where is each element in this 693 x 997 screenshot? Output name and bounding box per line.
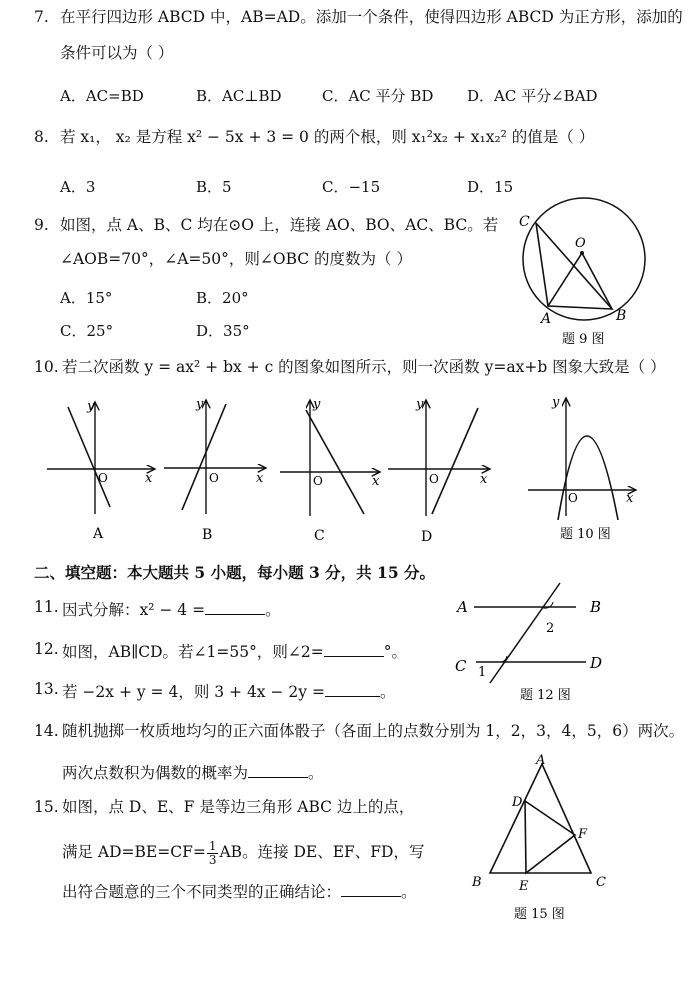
q11-answer-blank[interactable] (205, 600, 265, 615)
q15-label-e: E (519, 879, 529, 894)
q15-line2-a: 满足 AD=BE=CF= (62, 843, 206, 862)
q10-c-origin: O (313, 474, 323, 488)
q12-number: 12. (34, 640, 59, 658)
q8-option-a: A．3 (60, 178, 96, 196)
q15-fraction (207, 840, 219, 866)
q10-figures (30, 392, 670, 552)
q10-parabola-figure (528, 395, 636, 542)
q7-number: 7. (34, 8, 49, 26)
q9-label-a: A (541, 311, 552, 327)
q14-text: 两次点数积为偶数的概率为 (62, 764, 249, 782)
q12-label-2: 2 (546, 621, 555, 636)
q11-text: 因式分解：x² − 4 = (62, 601, 206, 619)
q12-angle-1-arc (502, 656, 507, 662)
q7-stem-line2: 条件可以为（ ） (60, 44, 174, 62)
q10-p-x-label: x (626, 491, 634, 506)
q15-figure (462, 752, 622, 927)
q12-label-b: B (590, 598, 602, 616)
q10-label-d: D (421, 529, 433, 545)
q15-label-c: C (596, 875, 606, 890)
q14-stem-line1: 随机抛掷一枚质地均匀的正六面体骰子（各面上的点数分别为 1，2，3，4，5，6）两次。 (62, 722, 685, 740)
q10-graph-b (164, 397, 266, 543)
q15-line2-b: AB。连接 DE、EF、FD，写 (219, 843, 425, 862)
q12-label-1: 1 (478, 665, 487, 680)
q10-stem: 若二次函数 y = ax² + bx + c 的图象如图所示，则一次函数 y=ax+b 图象大致是（ ） (62, 358, 666, 376)
q7-option-c: C．AC 平分 BD (322, 87, 434, 105)
q13-answer-blank[interactable] (325, 682, 380, 697)
q12-stem (62, 642, 407, 661)
q10-c-y-label: y (313, 397, 321, 412)
q12-label-c: C (455, 657, 467, 675)
q10-b-x-label: x (256, 471, 264, 486)
q10-caption: 题 10 图 (560, 527, 611, 542)
q9-caption: 题 9 图 (562, 332, 605, 347)
q15-end: 。 (401, 883, 417, 901)
q15-number: 15. (34, 798, 59, 816)
q9-center-point (580, 251, 584, 255)
q10-d-x-label: x (480, 472, 488, 487)
q13-number: 13. (34, 680, 59, 698)
q10-label-a: A (93, 526, 104, 542)
q15-triangle-def (525, 801, 575, 873)
q14-end: 。 (308, 764, 324, 782)
q10-d-y-label: y (416, 397, 424, 412)
q12-label-d: D (590, 654, 603, 672)
q8-stem: 若 x₁， x₂ 是方程 x² − 5x + 3 = 0 的两个根，则 x₁²x₂ + x₁x₂² 的值是（ ） (60, 128, 595, 146)
q15-fraction-numerator: 1 (208, 839, 217, 853)
q10-label-b: B (202, 527, 213, 543)
q8-option-c: C．−15 (322, 178, 381, 196)
q12-figure (450, 580, 620, 705)
q10-d-origin: O (429, 472, 439, 486)
q15-label-f: F (578, 827, 588, 842)
q14-answer-blank[interactable] (248, 763, 308, 778)
q9-label-o: O (575, 236, 586, 251)
q10-graph-c (280, 397, 380, 544)
q9-option-a: A．15° (60, 289, 113, 307)
q9-option-d: D．35° (196, 322, 250, 340)
q12-caption: 题 12 图 (520, 688, 571, 703)
q8-option-d: D．15 (467, 178, 514, 196)
section-2-title: 二、填空题：本大题共 5 小题，每小题 3 分，共 15 分。 (34, 563, 436, 582)
q10-c-x-label: x (372, 474, 380, 489)
q10-a-origin: O (98, 471, 108, 485)
q7-option-b: B．AC⊥BD (196, 87, 282, 105)
q12-label-a: A (457, 598, 468, 616)
q15-stem-line3 (62, 882, 417, 901)
q9-number: 9. (34, 216, 49, 234)
q10-number: 10. (34, 358, 59, 376)
q15-fraction-denominator: 3 (208, 852, 217, 867)
q15-stem-line2 (62, 840, 425, 866)
q7-stem-line1: 在平行四边形 ABCD 中，AB=AD。添加一个条件，使得四边形 ABCD 为正方形，添加的 (60, 8, 683, 26)
q13-stem (62, 682, 395, 701)
q10-p-origin: O (568, 491, 578, 505)
q15-caption: 题 15 图 (514, 907, 565, 922)
q9-stem-line2: ∠AOB=70°，∠A=50°，则∠OBC 的度数为（ ） (60, 250, 412, 268)
q9-option-b: B．20° (196, 289, 249, 307)
q12-text: 如图，AB∥CD。若∠1=55°，则∠2= (62, 643, 324, 661)
q9-option-c: C．25° (60, 322, 114, 340)
q9-figure (512, 193, 662, 348)
q15-label-d: D (512, 795, 523, 810)
q10-a-y-label: y (87, 399, 95, 414)
q10-a-x-label: x (145, 471, 153, 486)
q10-b-y-label: y (196, 397, 204, 412)
q8-option-b: B．5 (196, 178, 232, 196)
q9-label-c: C (519, 214, 530, 230)
q9-stem-line1: 如图，点 A、B、C 均在⊙O 上，连接 AO、BO、AC、BC。若 (60, 216, 499, 234)
q10-graph-d (388, 397, 490, 545)
q9-label-b: B (616, 308, 627, 324)
q10-graph-a (47, 399, 155, 542)
q11-number: 11. (34, 598, 59, 616)
q14-number: 14. (34, 722, 59, 740)
q7-option-a: A．AC=BD (60, 87, 144, 105)
q10-b-origin: O (209, 471, 219, 485)
q15-stem-line1: 如图，点 D、E、F 是等边三角形 ABC 边上的点， (62, 798, 415, 816)
q15-label-b: B (472, 875, 482, 890)
q7-option-d: D．AC 平分∠BAD (467, 87, 598, 105)
q12-answer-blank[interactable] (324, 642, 384, 657)
q11-stem (62, 600, 281, 619)
q13-end: 。 (379, 683, 396, 701)
q15-triangle-abc (490, 764, 591, 873)
q9-radii-ao-bo (548, 253, 612, 309)
q11-end: 。 (265, 601, 281, 619)
q10-p-y-label: y (552, 395, 560, 410)
q15-label-a: A (536, 753, 546, 768)
q10-parabola (558, 436, 618, 520)
q8-number: 8. (34, 128, 49, 146)
q12-end: °。 (383, 643, 407, 661)
q15-answer-blank[interactable] (341, 882, 401, 897)
q14-stem-line2 (62, 763, 324, 782)
q15-line3-text: 出符合题意的三个不同类型的正确结论： (62, 883, 342, 901)
q10-label-c: C (314, 528, 325, 544)
q13-text: 若 −2x + y = 4，则 3 + 4x − 2y = (62, 683, 325, 701)
